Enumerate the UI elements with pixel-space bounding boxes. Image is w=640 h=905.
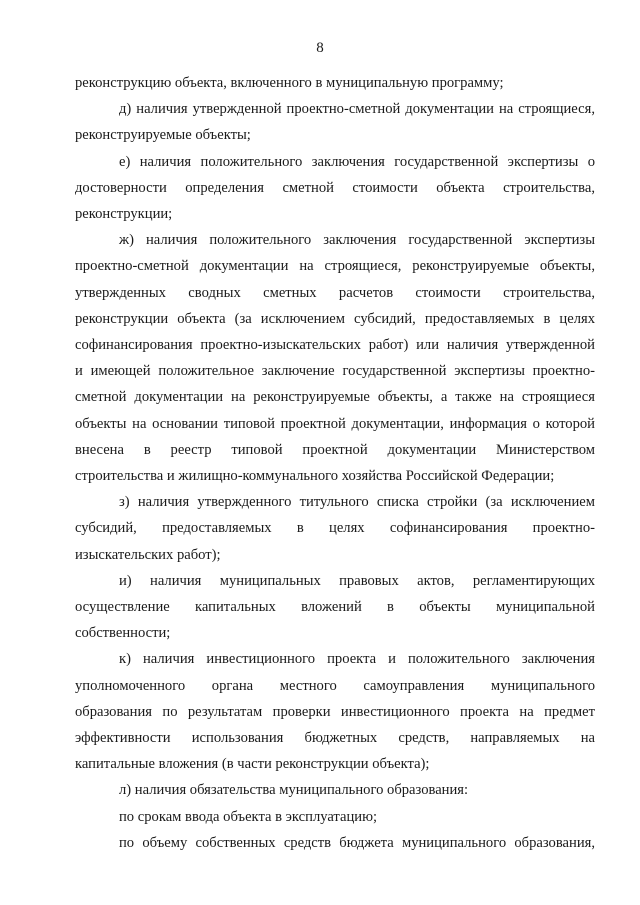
text-line: ж) наличия положительного заключения государственной экспертизы — [119, 232, 595, 249]
document-body — [75, 70, 595, 856]
text-line: капитальные вложения (в части реконструкции объекта); — [75, 756, 430, 773]
text-line: по объему собственных средств бюджета муниципального образования, — [119, 834, 595, 851]
paragraph — [75, 804, 595, 830]
text-line: реконструируемые объекты; — [75, 127, 251, 144]
text-line: осуществление капитальных вложений в объекты муниципальной — [75, 599, 595, 616]
paragraph — [75, 830, 595, 856]
paragraph — [75, 70, 595, 96]
text-line: сметной документации на реконструируемые объекты, а также на строящиеся — [75, 389, 595, 406]
paragraph — [75, 489, 595, 568]
text-line: внесена в реестр типовой проектной документации Министерством — [75, 441, 595, 458]
text-line: собственности; — [75, 625, 171, 642]
text-line: к) наличия инвестиционного проекта и положительного заключения — [119, 651, 595, 668]
paragraph — [75, 568, 595, 647]
paragraph — [75, 149, 595, 228]
paragraph — [75, 227, 595, 489]
text-line: и) наличия муниципальных правовых актов, регламентирующих — [119, 572, 595, 589]
text-line: образования по результатам проверки инвестиционного проекта на предмет — [75, 703, 595, 720]
text-line: софинансирования проектно-изыскательских работ) или наличия утвержденной — [75, 337, 595, 354]
text-line: объекты на основании типовой проектной документации, информация о которой — [75, 415, 595, 432]
text-line: субсидий, предоставляемых в целях софинансирования проектно- — [75, 520, 595, 537]
text-line: строительства и жилищно-коммунального хозяйства Российской Федерации; — [75, 468, 555, 485]
text-line: уполномоченного органа местного самоуправления муниципального — [75, 677, 595, 694]
text-line: достоверности определения сметной стоимости объекта строительства, — [75, 179, 595, 196]
text-line: и имеющей положительное заключение государственной экспертизы проектно- — [75, 363, 595, 380]
text-line: по срокам ввода объекта в эксплуатацию; — [119, 808, 378, 825]
text-line: изыскательских работ); — [75, 546, 221, 563]
text-line: е) наличия положительного заключения государственной экспертизы о — [119, 153, 595, 170]
text-line: утвержденных сводных сметных расчетов стоимости строительства, — [75, 284, 595, 301]
page-number: 8 — [316, 40, 324, 56]
paragraph — [75, 777, 595, 803]
text-line: реконструкцию объекта, включенного в муниципальную программу; — [75, 75, 504, 91]
text-line: д) наличия утвержденной проектно-сметной документации на строящиеся, — [119, 101, 595, 118]
text-line: з) наличия утвержденного титульного списка стройки (за исключением — [119, 494, 595, 511]
text-line: проектно-сметной документации на строящиеся, реконструируемые объекты, — [75, 258, 595, 275]
paragraph — [75, 646, 595, 777]
text-line: реконструкции объекта (за исключением субсидий, предоставляемых в целях — [75, 310, 595, 327]
text-line: эффективности использования бюджетных средств, направляемых на — [75, 730, 595, 747]
paragraph — [75, 96, 595, 148]
text-line: реконструкции; — [75, 206, 173, 223]
text-line: л) наличия обязательства муниципального образования: — [119, 782, 469, 799]
